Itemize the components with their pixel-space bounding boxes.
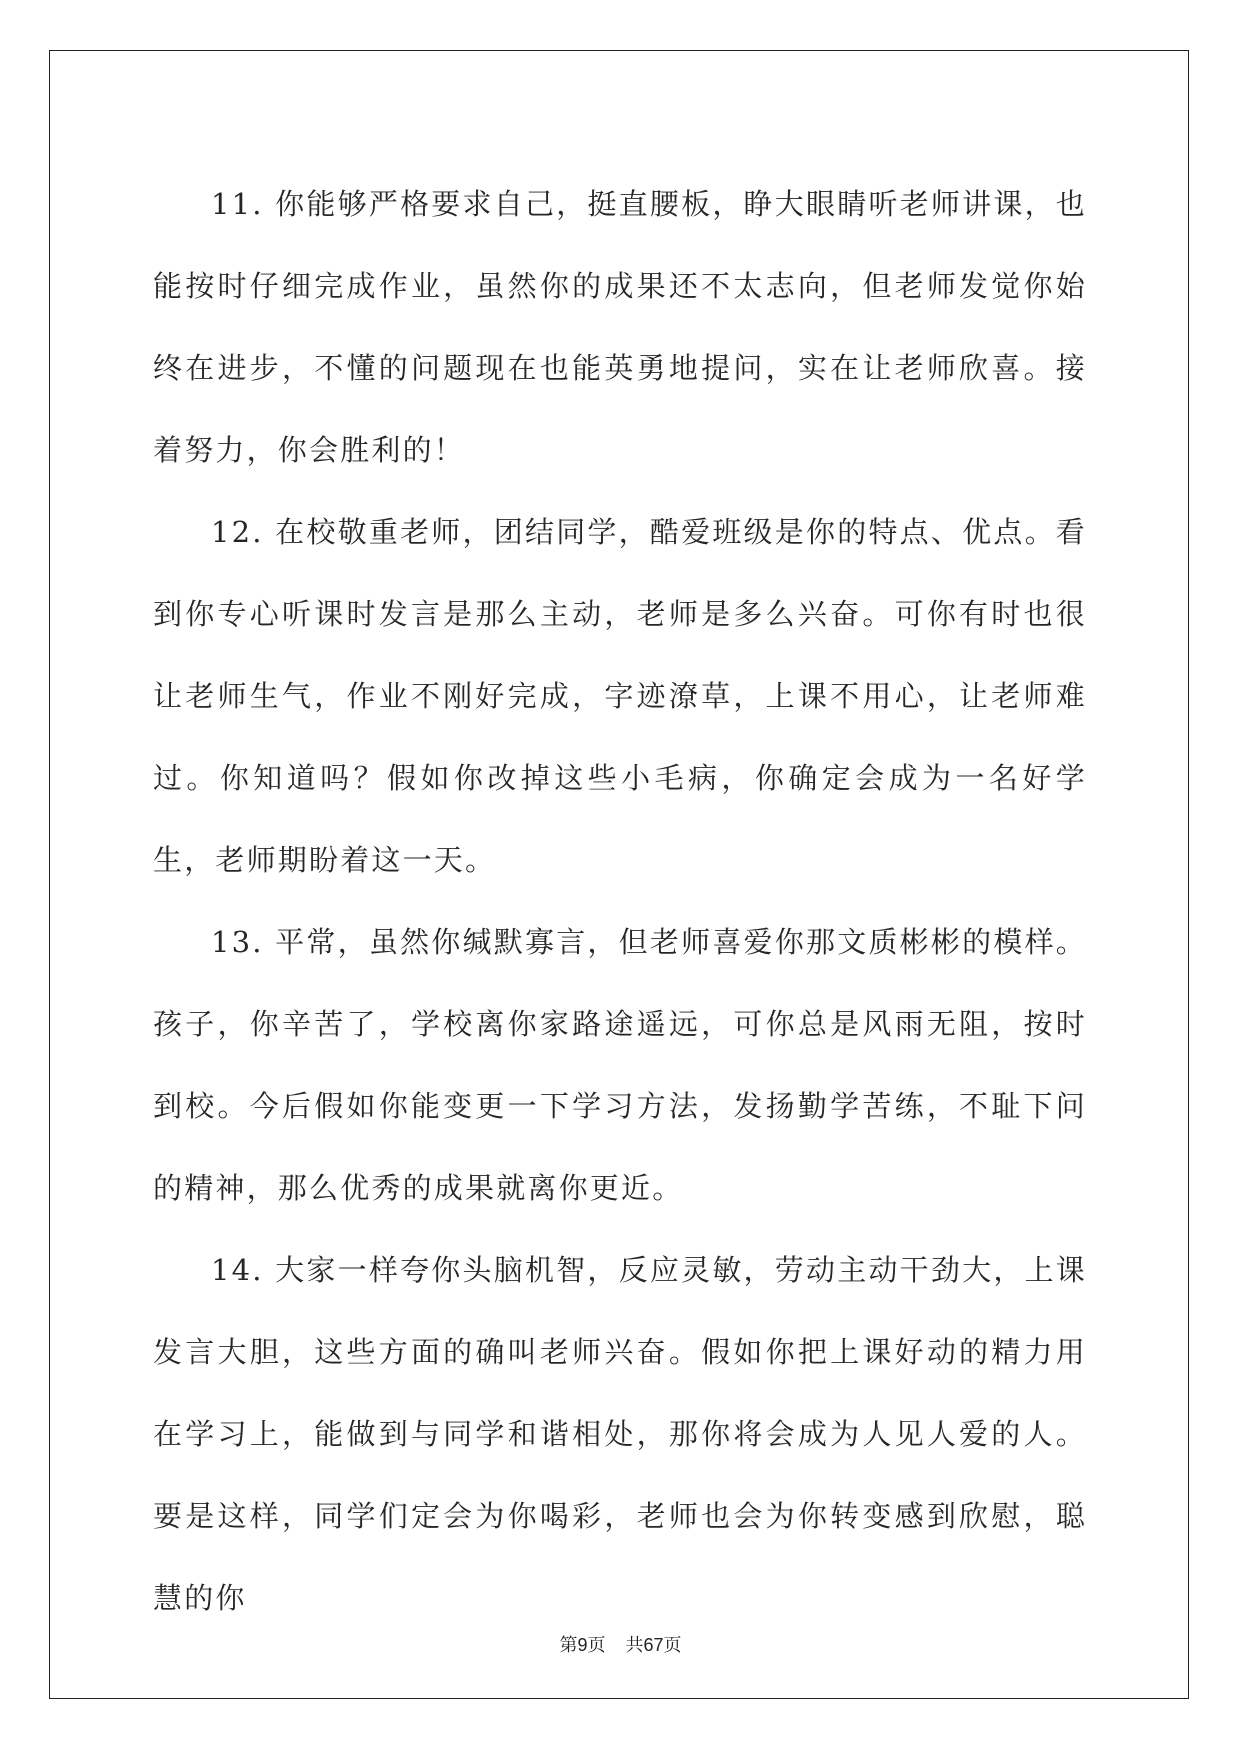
total-pages: 67 [643, 1635, 664, 1655]
paragraph-11: 11. 你能够严格要求自己，挺直腰板，睁大眼睛听老师讲课，也能按时仔细完成作业，虽然你的成果还不太志向，但老师发觉你始终在进步，不懂的问题现在也能英勇地提问，实在让老师欣喜。接着努力，你会胜利的！ [153, 187, 1087, 467]
page-suffix: 页 [587, 1635, 606, 1656]
total-prefix: 共 [625, 1635, 644, 1656]
total-suffix: 页 [663, 1635, 682, 1656]
page-prefix: 第 [559, 1635, 578, 1656]
page-footer [0, 1633, 1241, 1658]
paragraph-13: 13. 平常，虽然你缄默寡言，但老师喜爱你那文质彬彬的模样。孩子，你辛苦了，学校离你家路途遥远，可你总是风雨无阻，按时到校。今后假如你能变更一下学习方法，发扬勤学苦练，不耻下问的精神，那么优秀的成果就离你更近。 [153, 925, 1087, 1205]
paragraph-14: 14. 大家一样夸你头脑机智，反应灵敏，劳动主动干劲大，上课发言大胆，这些方面的确叫老师兴奋。假如你把上课好动的精力用在学习上，能做到与同学和谐相处，那你将会成为人见人爱的人。要是这样，同学们定会为你喝彩，老师也会为你转变感到欣慰，聪慧的你 [153, 1253, 1087, 1615]
page-number: 9 [577, 1635, 588, 1655]
document-body [153, 163, 1087, 1639]
paragraph-12: 12. 在校敬重老师，团结同学，酷爱班级是你的特点、优点。看到你专心听课时发言是那么主动，老师是多么兴奋。可你有时也很让老师生气，作业不刚好完成，字迹潦草，上课不用心，让老师难过。你知道吗？假如你改掉这些小毛病，你确定会成为一名好学生，老师期盼着这一天。 [153, 515, 1087, 877]
